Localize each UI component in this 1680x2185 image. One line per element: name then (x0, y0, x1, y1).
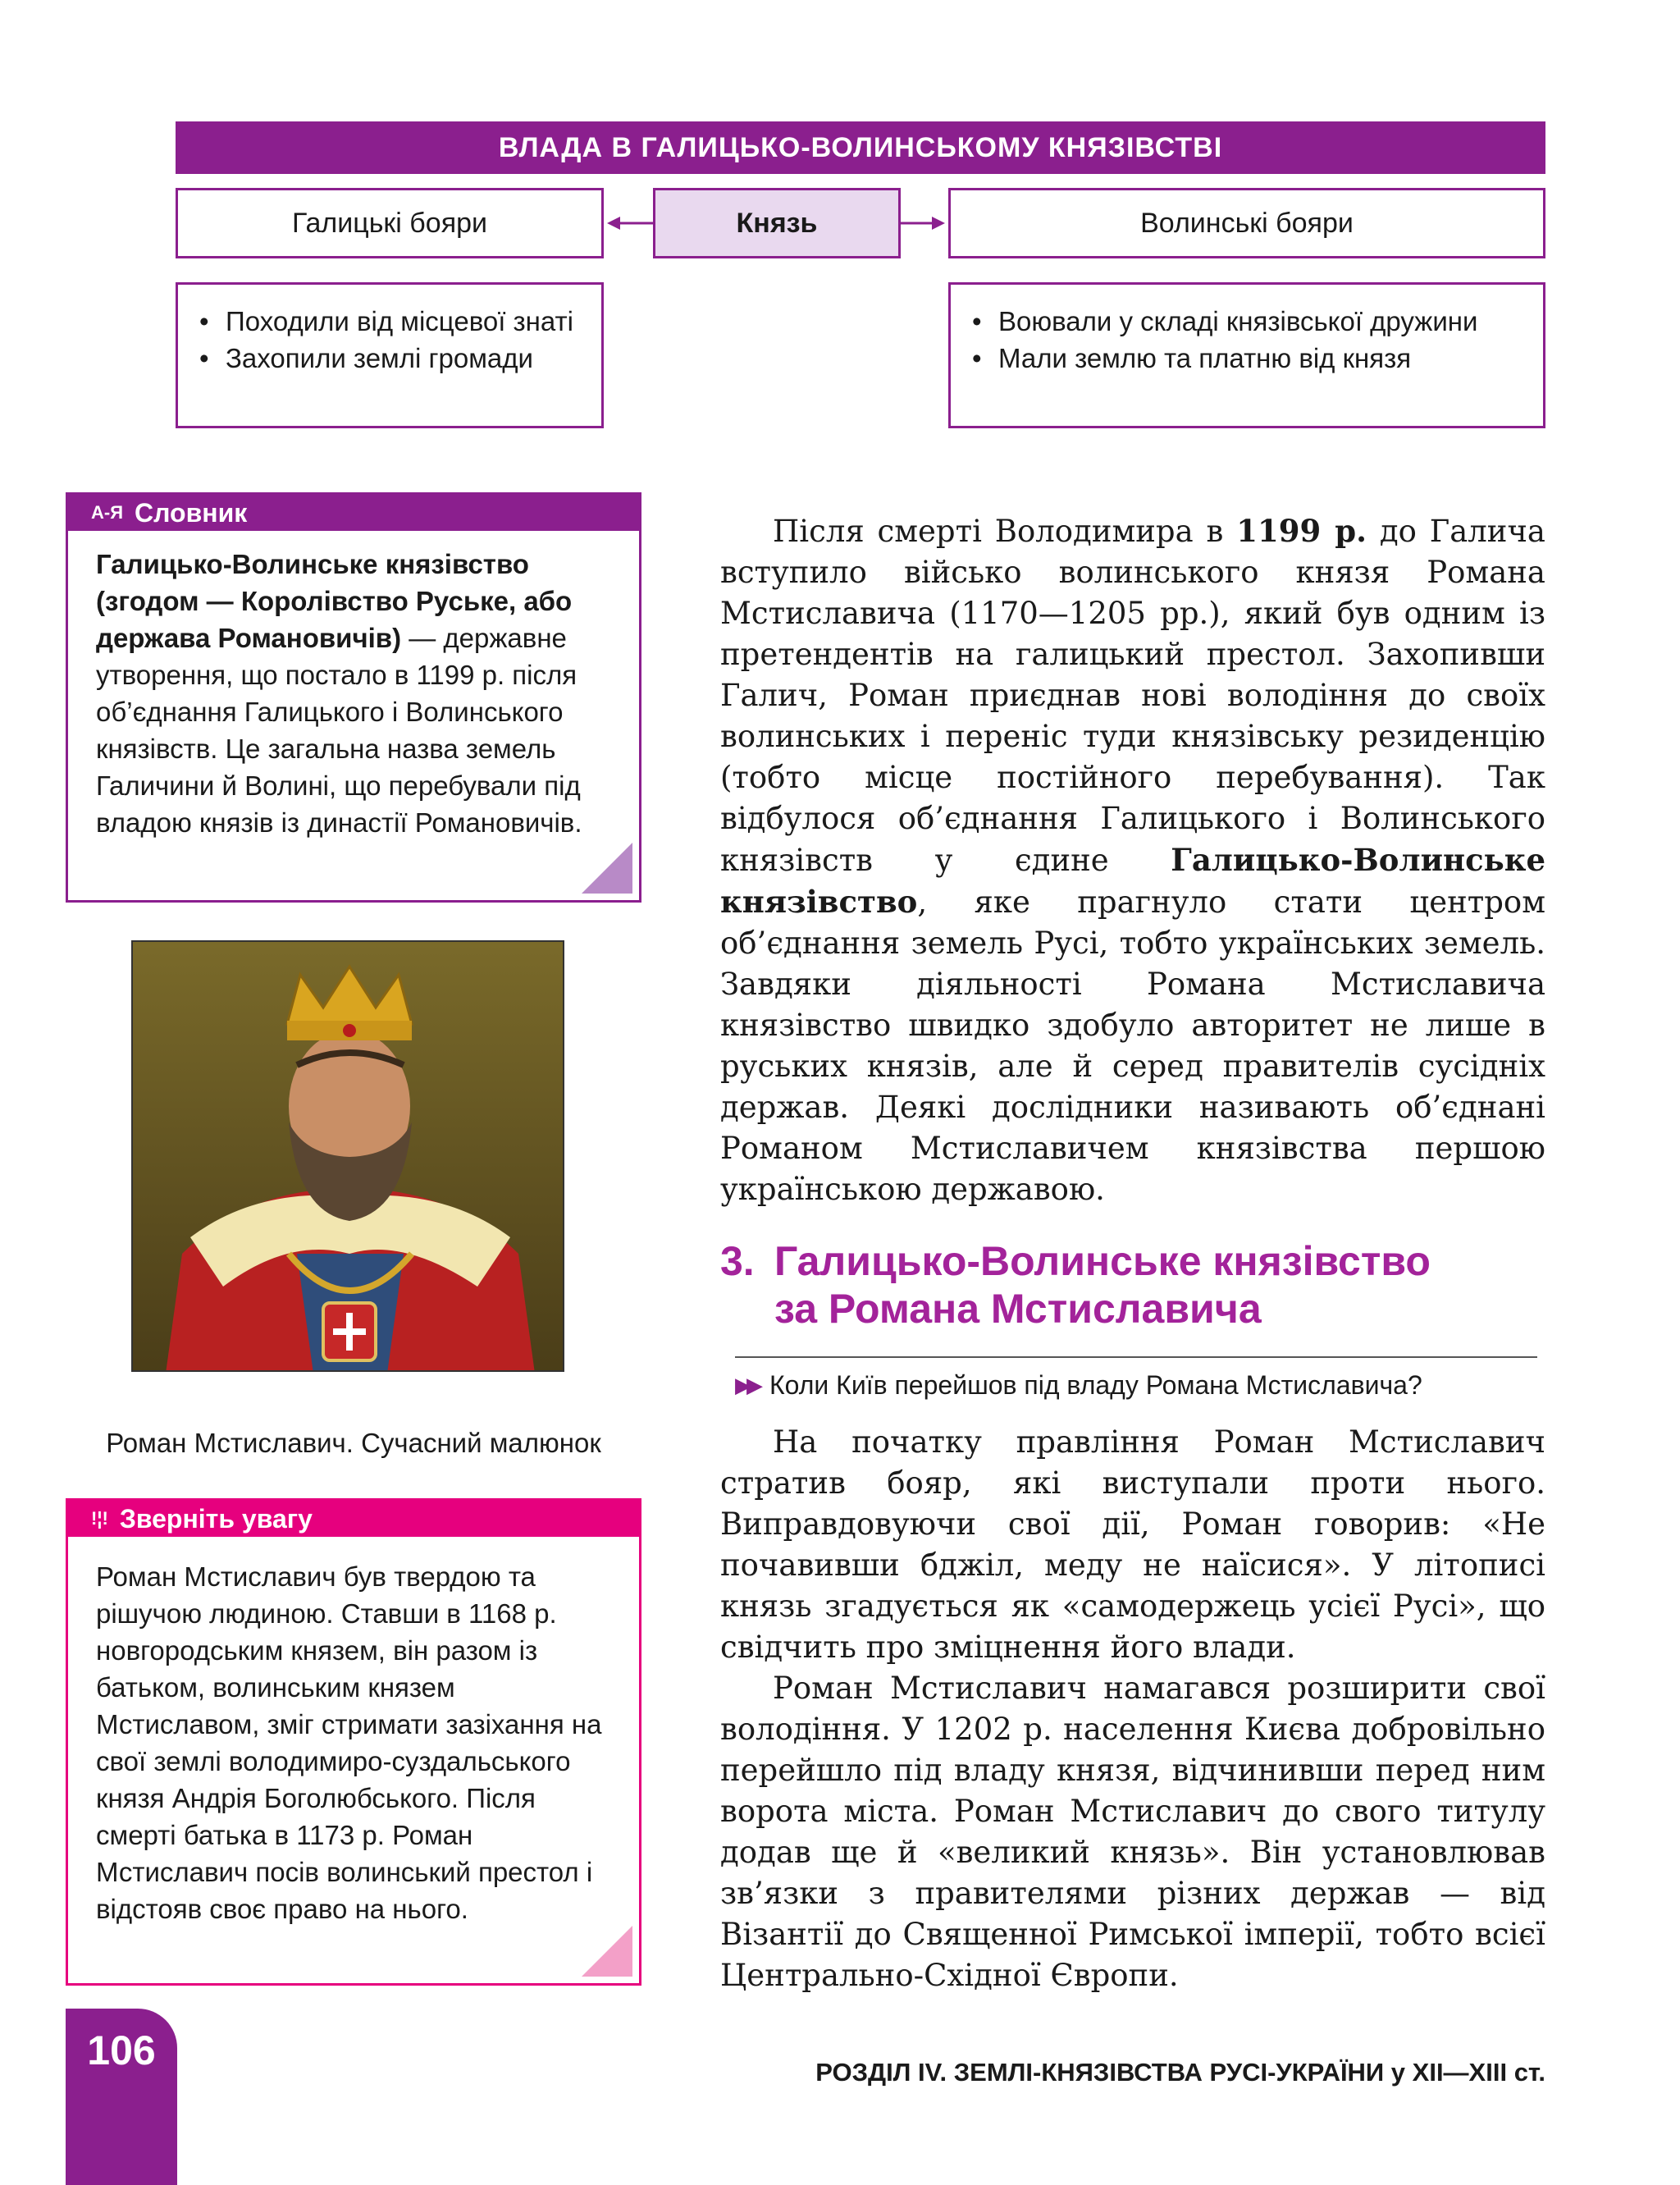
paragraph-text: На початку правління Роман Мстиславич стратив бояр, які виступали проти нього. Виправдовуючи свої дії, Роман говорив: «Не почавивши бджіл, меду не наїсися». У літописі князь згадується як «самодержець усієї Русі», що свідчить про зміцнення його влади. (720, 1424, 1545, 1665)
dictionary-icon: А-Я (91, 502, 124, 523)
year-bold: 1199 р. (1236, 513, 1367, 549)
divider (735, 1356, 1537, 1358)
dictionary-header (68, 495, 639, 531)
portrait-caption: Роман Мстиславич. Сучасний малюнок (106, 1428, 601, 1458)
main-paragraph-1 (720, 510, 1545, 1210)
double-arrow-icon: ▶▶ (735, 1373, 758, 1397)
dictionary-body (68, 531, 639, 841)
attention-header (68, 1501, 639, 1537)
right-arrow (901, 213, 948, 233)
list-item: • Походили від місцевої знаті (199, 303, 577, 340)
section-number: 3. (720, 1238, 755, 1284)
attention-box (66, 1498, 641, 1986)
text-span: до Галича вступило військо волинського князя Романа Мстиславича (1170—1205 рр.), який був одним із претендентів на галицький престол. Захопивши Галич, Роман приєднав нові володіння до своїх волинських і переніс туди князівську резиденцію (тобто місце постійного перебування). Так відбулося об’єднання Галицького і Волинського князівств у єдине (720, 514, 1545, 878)
paragraph-text: Роман Мстиславич намагався розширити свої володіння. У 1202 р. населення Києва добровільно перейшло під владу князя, відчинивши перед ним ворота міста. Роман Мстиславич до свого титулу додав ще й «великий князь». Він установлював зв’язки з правителями різних держав — від Візантії до Священної Римської імперії, тобто всієї Центрально-Східної Європи. (720, 1671, 1545, 1993)
exclamation-icon: !¦! (91, 1508, 108, 1529)
question-line (735, 1370, 1422, 1401)
list-item: • Мали землю та платню від князя (972, 340, 1518, 377)
main-paragraph-2 (720, 1422, 1545, 1996)
left-arrow (604, 213, 653, 233)
galician-boyars-box: Галицькі бояри (176, 188, 604, 258)
volhynian-boyars-list (948, 282, 1545, 428)
dictionary-title: Словник (135, 497, 248, 528)
list-item: • Воювали у складі князівської дружини (972, 303, 1518, 340)
prince-box: Князь (653, 188, 901, 258)
attention-text: Роман Мстиславич був твердою та рішучою людиною. Ставши в 1168 р. новгородським князем, він разом із батьком, волинським князем Мстиславом, зміг стримати зазіхання на свої землі володимиро-суздальського князя Андрія Боголюбського. Після смерті батька в 1173 р. Роман Мстиславич посів волинський престол і відстояв своє право на нього. (96, 1561, 602, 1924)
portrait-image (131, 940, 564, 1372)
galician-boyars-list (176, 282, 604, 428)
chapter-title: РОЗДІЛ IV. ЗЕМЛІ-КНЯЗІВСТВА РУСІ-УКРАЇНИ у XII—XIII ст. (815, 2058, 1545, 2087)
page-corner-icon (582, 843, 632, 894)
question-text: Коли Київ перейшов під владу Романа Мстиславича? (769, 1370, 1422, 1400)
section-title-line-2: за Романа Мстиславича (774, 1286, 1262, 1332)
dictionary-term: Галицько-Волинське князівство (згодом — Королівство Руське, або держава Романовичів) (96, 549, 573, 653)
dictionary-definition: — державне утворення, що постало в 1199 р. після об’єднання Галицького і Волинського князівств. Це загальна назва земель Галичини й Волині, що перебували під владою князів із династії Романовичів. (96, 623, 582, 838)
page-corner-icon (582, 1926, 632, 1977)
text-span: , яке прагнуло стати центром об’єднання земель Русі, тобто українських земель. Завдяки діяльності Романа Мстиславича князівство швидко здобуло авторитет не лише в руських князів, але й серед правителів сусідніх держав. Деякі дослідники називають об’єднані Романом Мстиславичем князівства першою українською державою. (720, 885, 1545, 1207)
dictionary-box (66, 492, 641, 903)
diagram-title: ВЛАДА В ГАЛИЦЬКО-ВОЛИНСЬКОМУ КНЯЗІВСТВІ (176, 121, 1545, 174)
prince-portrait-illustration (133, 942, 564, 1372)
text-span: Після смерті Володимира в (773, 514, 1237, 549)
page-number: 106 (87, 2027, 156, 2073)
principality-bold: Галицько-Волинське князівство (720, 842, 1545, 920)
section-heading (720, 1237, 1545, 1332)
volhynian-boyars-box: Волинські бояри (948, 188, 1545, 258)
section-title-line-1: Галицько-Волинське князівство (774, 1238, 1431, 1284)
attention-title: Зверніть увагу (119, 1503, 313, 1534)
list-item: • Захопили землі громади (199, 340, 577, 377)
